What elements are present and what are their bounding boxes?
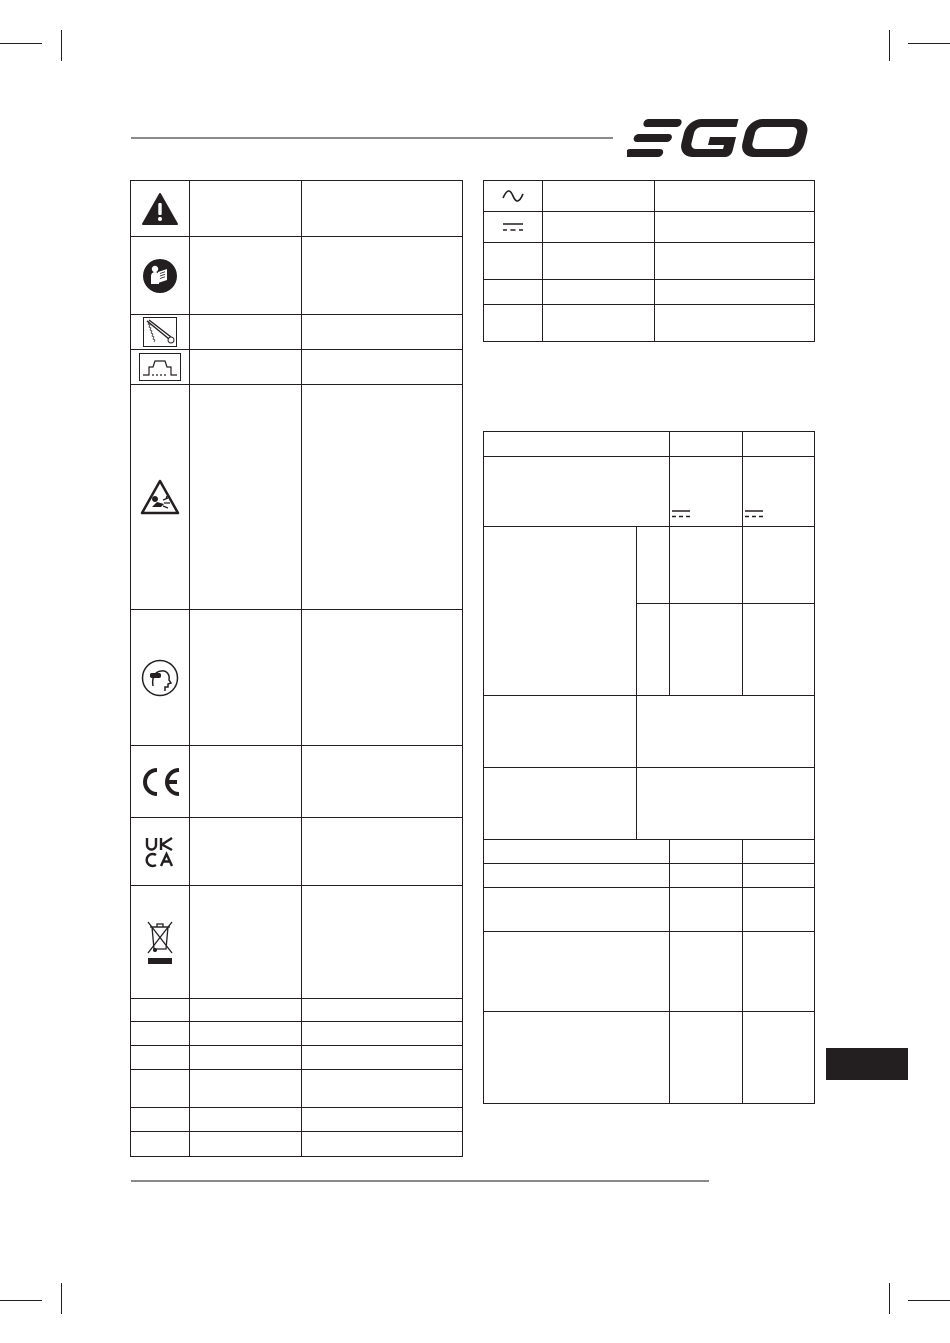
- table-row: [484, 527, 815, 604]
- alternating-current-icon: [484, 181, 543, 212]
- table-row: [484, 280, 815, 305]
- table-row: [131, 999, 463, 1022]
- crop-mark-bl-v: [61, 1283, 62, 1314]
- header-rule: [131, 137, 613, 139]
- table-row: [131, 237, 463, 315]
- ce-mark-icon: [131, 746, 190, 818]
- crop-mark-br-v: [889, 1283, 890, 1314]
- direct-current-icon: [745, 510, 763, 518]
- table-row: [131, 610, 463, 746]
- pruner-blade-icon: [131, 315, 190, 350]
- language-tab: [826, 1048, 908, 1080]
- table-row: [131, 350, 463, 385]
- table-row: [131, 1022, 463, 1046]
- table-row: [131, 1046, 463, 1070]
- weee-crossed-bin-icon: [131, 886, 190, 999]
- table-row: [484, 457, 815, 527]
- table-row: [484, 696, 815, 768]
- table-row: [131, 746, 463, 818]
- technical-data-table: [483, 431, 815, 1104]
- warning-triangle-icon: [131, 181, 190, 237]
- read-manual-icon: [131, 237, 190, 315]
- footer-rule: [131, 1180, 709, 1182]
- table-row: [484, 864, 815, 888]
- table-row: [484, 1012, 815, 1104]
- table-row: [131, 385, 463, 610]
- table-row: [131, 1108, 463, 1132]
- table-row: [484, 181, 815, 212]
- table-row: [131, 315, 463, 350]
- chain-profile-icon: [131, 350, 190, 385]
- crop-mark-bl-h: [0, 1300, 42, 1301]
- crop-mark-tr-h: [908, 43, 950, 44]
- symbols-table-right: [483, 180, 815, 342]
- table-row: [131, 818, 463, 886]
- table-row: [484, 932, 815, 1012]
- flying-debris-hazard-icon: [131, 385, 190, 610]
- table-row: [484, 768, 815, 840]
- table-row: [484, 212, 815, 243]
- crop-mark-tl-v: [61, 30, 62, 61]
- ukca-mark-icon: [131, 818, 190, 886]
- crop-mark-tl-h: [0, 43, 42, 44]
- direct-current-icon: [484, 212, 543, 243]
- ego-logo: [627, 117, 813, 159]
- table-row: [131, 1070, 463, 1108]
- table-row: [484, 305, 815, 342]
- table-row: [484, 888, 815, 932]
- table-row: [484, 243, 815, 280]
- direct-current-icon: [672, 510, 690, 518]
- table-row: [131, 886, 463, 999]
- table-row: [484, 840, 815, 864]
- table-row: [131, 1132, 463, 1157]
- symbols-table-left: [130, 180, 463, 1157]
- crop-mark-br-h: [908, 1300, 950, 1301]
- crop-mark-tr-v: [889, 30, 890, 61]
- table-row: [131, 181, 463, 237]
- wear-eye-protection-icon: [131, 610, 190, 746]
- table-row: [484, 432, 815, 457]
